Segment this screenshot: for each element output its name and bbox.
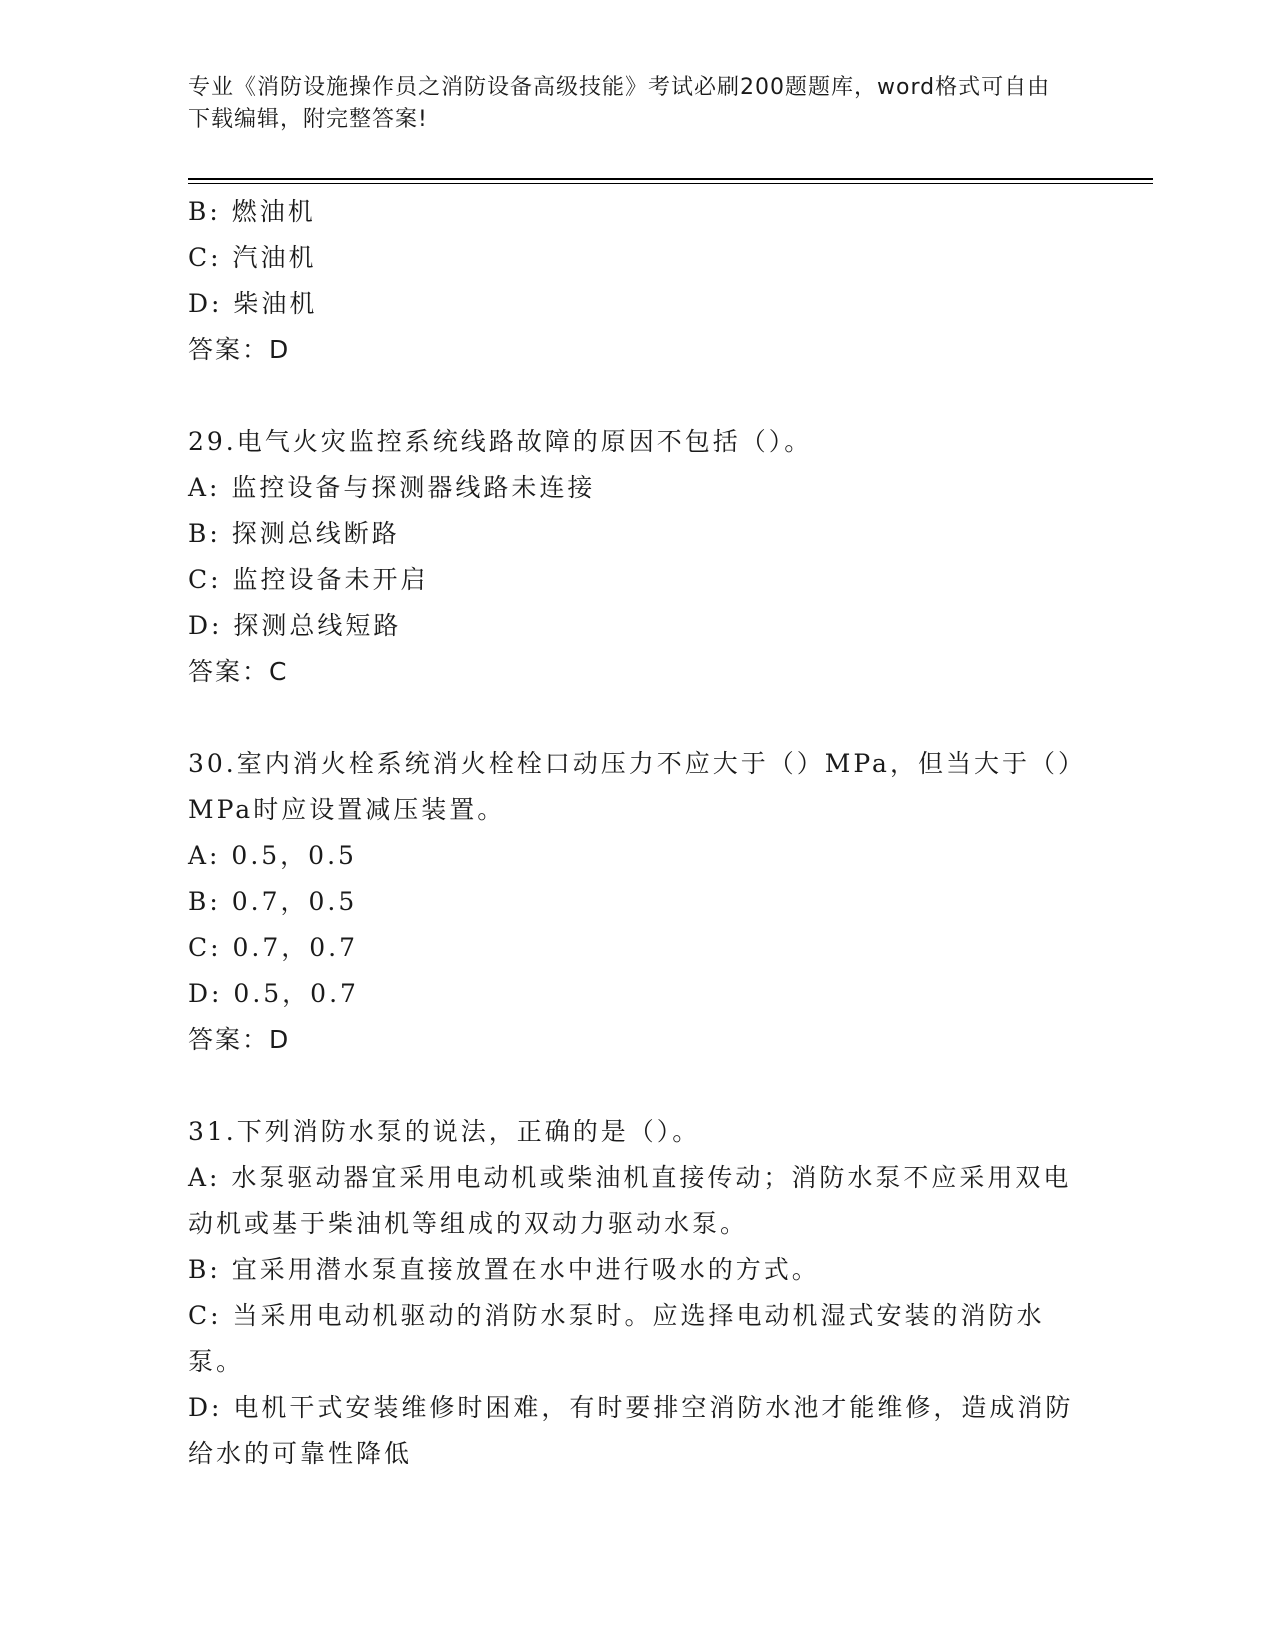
option-d: D: 0.5，0.7 [188, 979, 359, 1008]
option-b: B: 宜采用潜水泵直接放置在水中进行吸水的方式。 [188, 1255, 820, 1284]
question-text: 30.室内消火栓系统消火栓栓口动压力不应大于（）MPa，但当大于（）MPa时应设置减压装置。 [188, 749, 1074, 824]
option-a: A: 0.5，0.5 [188, 841, 357, 870]
question-28 [188, 189, 1078, 373]
option-a: A: 水泵驱动器宜采用电动机或柴油机直接传动；消防水泵不应采用双电动机或基于柴油机等组成的双动力驱动水泵。 [188, 1163, 1072, 1238]
header-divider-thick [188, 178, 1153, 180]
option-a: A: 监控设备与探测器线路未连接 [188, 473, 596, 502]
option-d: D: 电机干式安装维修时困难，有时要排空消防水池才能维修，造成消防给水的可靠性降低 [188, 1393, 1074, 1468]
option-c: C: 0.7，0.7 [188, 933, 359, 962]
option-c: C: 汽油机 [188, 243, 317, 272]
option-d: D: 柴油机 [188, 289, 318, 318]
header-divider-thin [188, 183, 1153, 184]
option-b: B: 探测总线断路 [188, 519, 400, 548]
option-b: B: 燃油机 [188, 197, 316, 226]
question-text: 29.电气火灾监控系统线路故障的原因不包括（）。 [188, 427, 813, 456]
option-d: D: 探测总线短路 [188, 611, 402, 640]
spacer [188, 695, 1078, 741]
answer: 答案：D [188, 1025, 291, 1054]
question-text: 31.下列消防水泵的说法，正确的是（）。 [188, 1117, 701, 1146]
spacer [188, 373, 1078, 419]
answer: 答案：D [188, 335, 291, 364]
option-c: C: 当采用电动机驱动的消防水泵时。应选择电动机湿式安装的消防水泵。 [188, 1301, 1045, 1376]
question-31 [188, 1109, 1078, 1477]
spacer [188, 1063, 1078, 1109]
question-list [188, 189, 1078, 1477]
page-header: 专业《消防设施操作员之消防设备高级技能》考试必刷200题题库，word格式可自由下载编辑，附完整答案! [188, 75, 1051, 132]
answer: 答案：C [188, 657, 289, 686]
option-b: B: 0.7，0.5 [188, 887, 358, 916]
option-c: C: 监控设备未开启 [188, 565, 429, 594]
question-29 [188, 419, 1078, 695]
question-30 [188, 741, 1078, 1063]
